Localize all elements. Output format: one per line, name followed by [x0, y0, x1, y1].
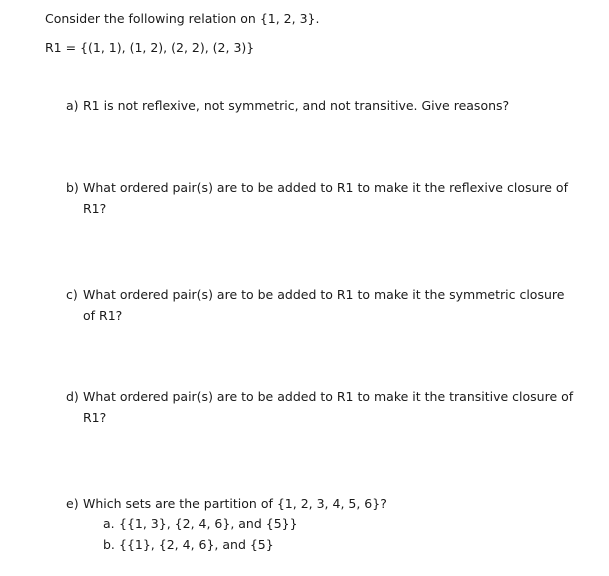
question-e-text: Which sets are the partition of {1, 2, 3, 4, 5, 6}? — [83, 496, 387, 511]
question-c-label: c) — [66, 287, 78, 302]
question-d-label: d) — [66, 389, 79, 404]
question-b-text: What ordered pair(s) are to be added to R1 to make it the reflexive closure of — [83, 180, 568, 195]
question-b-text-2: R1? — [83, 201, 107, 216]
question-d-text: What ordered pair(s) are to be added to R1 to make it the transitive closure of — [83, 389, 574, 404]
option-a-label: a. — [103, 516, 115, 531]
question-a-label: a) — [66, 98, 79, 113]
question-d-text-2: R1? — [83, 410, 107, 425]
question-a-text: R1 is not reflexive, not symmetric, and not transitive. Give reasons? — [83, 98, 510, 113]
question-c-text-2: of R1? — [83, 308, 123, 323]
option-b-text: {{1}, {2, 4, 6}, and {5} — [119, 537, 274, 552]
relation-definition: R1 = {(1, 1), (1, 2), (2, 2), (2, 3)} — [45, 40, 255, 55]
option-a-text: {{1, 3}, {2, 4, 6}, and {5}} — [119, 516, 298, 531]
question-b-label: b) — [66, 180, 79, 195]
question-c-text: What ordered pair(s) are to be added to R1 to make it the symmetric closure — [83, 287, 565, 302]
option-b-label: b. — [103, 537, 115, 552]
intro-line-1: Consider the following relation on {1, 2, 3}. — [45, 11, 320, 26]
question-e-label: e) — [66, 496, 79, 511]
